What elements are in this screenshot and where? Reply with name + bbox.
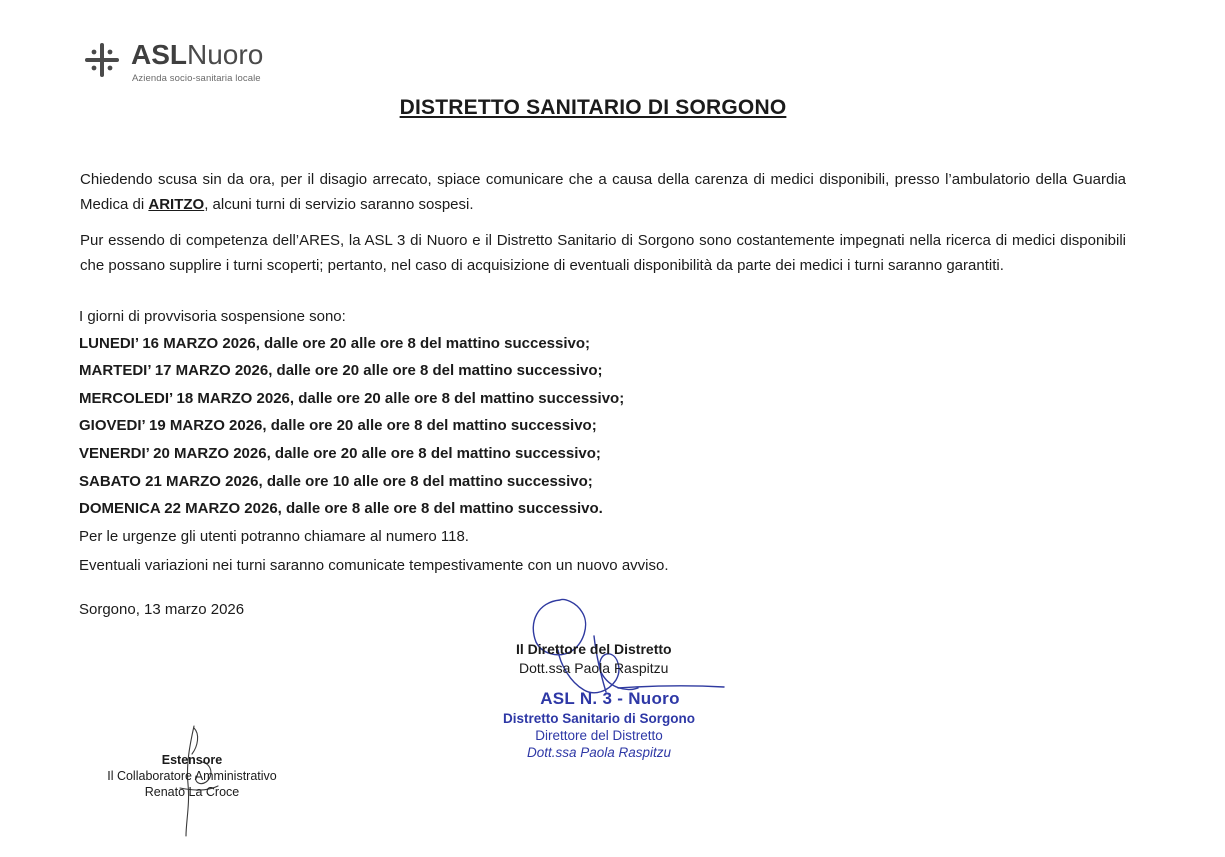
suspension-intro: I giorni di provvisoria sospensione sono: <box>79 308 346 325</box>
extensor-name: Renato La Croce <box>144 785 240 799</box>
stamp-district: Distretto Sanitario di Sorgono <box>502 711 695 726</box>
variations-note: Eventuali variazioni nei turni saranno comunicate tempestivamente con un nuovo avviso. <box>79 557 669 574</box>
urgent-contact-note: Per le urgenze gli utenti potranno chiamare al numero 118. <box>79 528 469 545</box>
suspension-day: DOMENICA 22 MARZO 2026, dalle ore 8 alle ore 8 del mattino successivo. <box>79 500 603 517</box>
document-title: DISTRETTO SANITARIO DI SORGONO <box>399 96 787 119</box>
location-keyword: ARITZO <box>148 196 205 213</box>
extensor-role: Il Collaboratore Amministrativo <box>107 769 277 783</box>
stamp-name: Dott.ssa Paola Raspitzu <box>526 745 672 760</box>
stamp-role: Direttore del Distretto <box>535 728 663 743</box>
suspension-day: MERCOLEDI’ 18 MARZO 2026, dalle ore 20 alle ore 8 del mattino successivo; <box>79 390 625 407</box>
suspension-day: SABATO 21 MARZO 2026, dalle ore 10 alle ore 8 del mattino successivo; <box>79 473 593 490</box>
extensor-heading: Estensore <box>161 753 223 767</box>
suspension-day: LUNEDI’ 16 MARZO 2026, dalle ore 20 alle ore 8 del mattino successivo; <box>79 335 591 352</box>
suspension-day: MARTEDI’ 17 MARZO 2026, dalle ore 20 alle ore 8 del mattino successivo; <box>79 362 603 379</box>
logo-subtitle: Azienda socio-sanitaria locale <box>132 73 261 84</box>
suspension-day: VENERDI’ 20 MARZO 2026, dalle ore 20 alle ore 8 del mattino successivo; <box>79 445 601 462</box>
signatory-role: Il Direttore del Distretto <box>516 641 672 657</box>
extensor-block <box>92 752 292 800</box>
asl-logo <box>80 38 310 88</box>
paragraph-notice: Chiedendo scusa sin da ora, per il disagio arrecato, spiace comunicare che a causa della carenza di medici disponibili, presso l’ambulatorio della Guardia Medica di ARITZO, alcuni turni di servizio saranno sospesi. <box>80 171 1126 213</box>
signatory-name: Dott.ssa Paola Raspitzu <box>519 660 669 676</box>
stamp-asl: ASL N. 3 - Nuoro <box>540 689 680 708</box>
paragraph-competence: Pur essendo di competenza dell’ARES, la ASL 3 di Nuoro e il Distretto Sanitario di Sorgono sono costantemente impegnati nella ricerca di medici disponibili che possano supplire i turni scoperti; pertanto, nel caso di acquisizione di eventuali disponibilità da parte dei medici i turni saranno garantiti. <box>80 232 1126 274</box>
asl-cross-logo-icon <box>80 38 124 82</box>
suspension-day: GIOVEDI’ 19 MARZO 2026, dalle ore 20 alle ore 8 del mattino successivo; <box>79 417 597 434</box>
place-date: Sorgono, 13 marzo 2026 <box>79 601 245 618</box>
logo-wordmark: ASLNuoro <box>131 39 264 70</box>
